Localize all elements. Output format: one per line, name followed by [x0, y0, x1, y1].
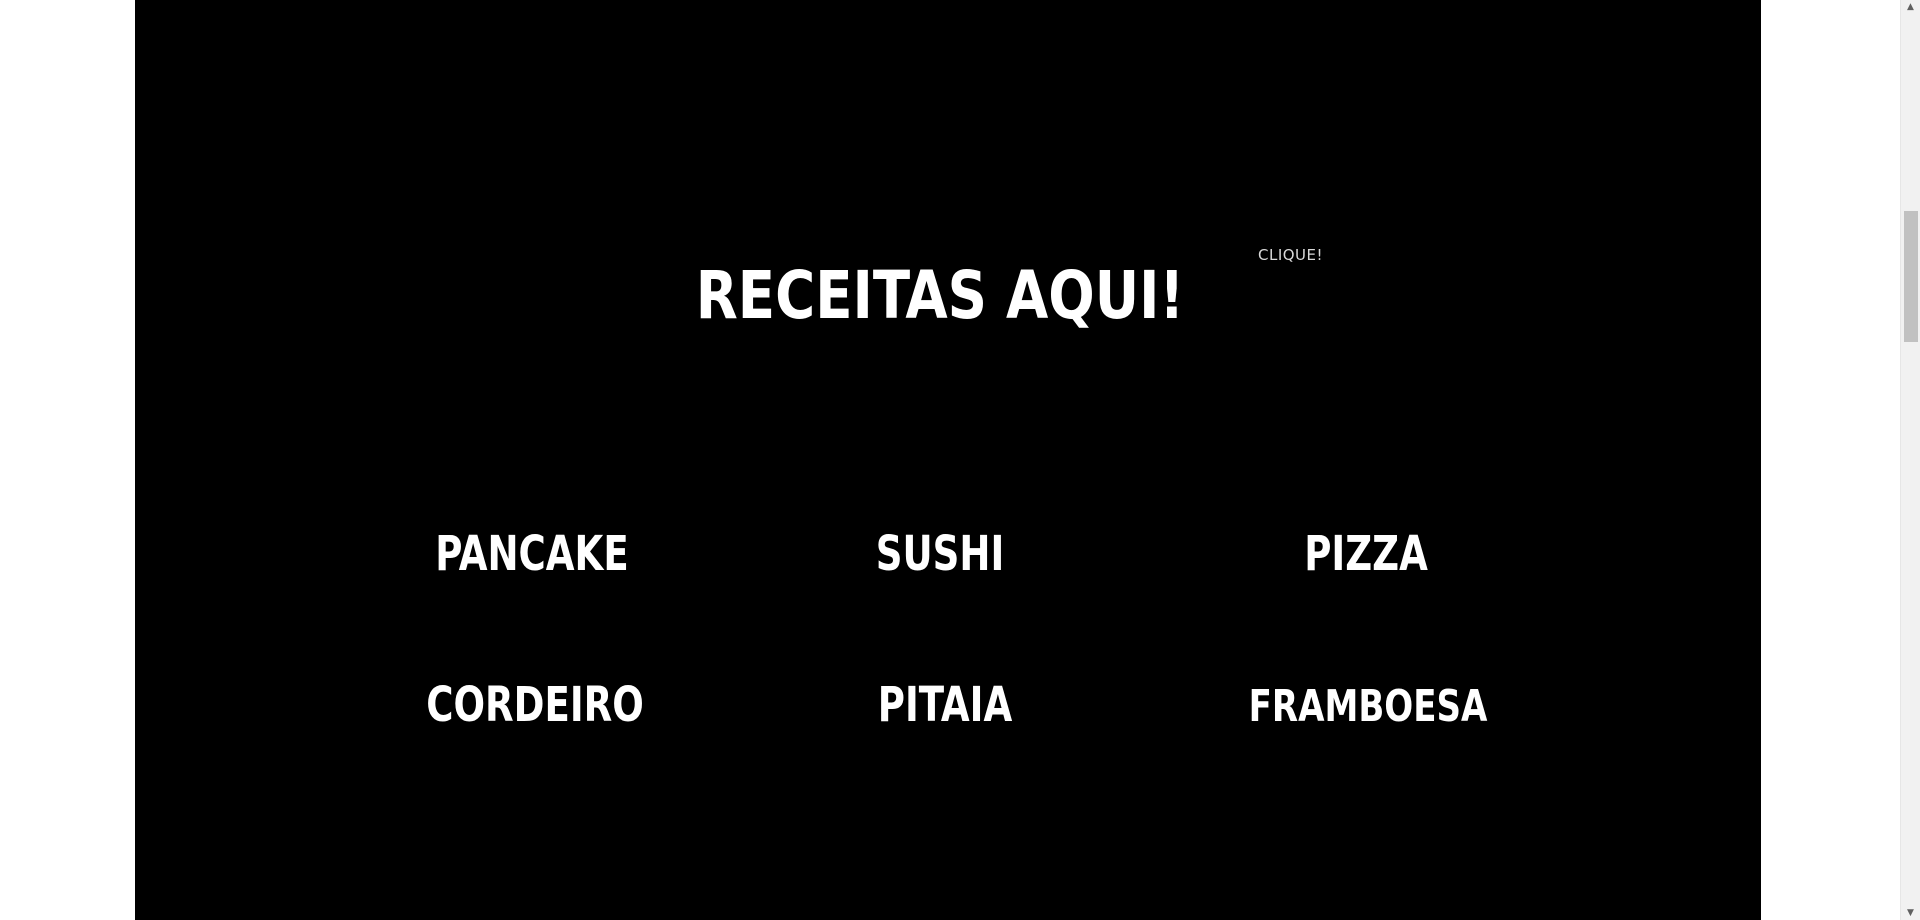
scroll-up-icon[interactable]: ▲: [1907, 2, 1914, 12]
recipe-link-pizza[interactable]: PIZZA: [1304, 526, 1428, 582]
recipe-link-pancake[interactable]: PANCAKE: [435, 526, 629, 582]
recipe-link-sushi[interactable]: SUSHI: [875, 526, 1005, 582]
page-title[interactable]: RECEITAS AQUI!: [695, 257, 1185, 334]
recipe-link-framboesa[interactable]: FRAMBOESA: [1248, 681, 1488, 732]
scroll-down-icon[interactable]: ▼: [1907, 908, 1914, 918]
recipe-link-cordeiro[interactable]: CORDEIRO: [426, 677, 644, 733]
scroll-thumb[interactable]: [1904, 211, 1918, 342]
click-hint: CLIQUE!: [1258, 246, 1324, 264]
vertical-scrollbar[interactable]: [1900, 0, 1920, 920]
recipe-link-pitaia[interactable]: PITAIA: [877, 677, 1013, 733]
recipes-panel: [135, 0, 1761, 920]
